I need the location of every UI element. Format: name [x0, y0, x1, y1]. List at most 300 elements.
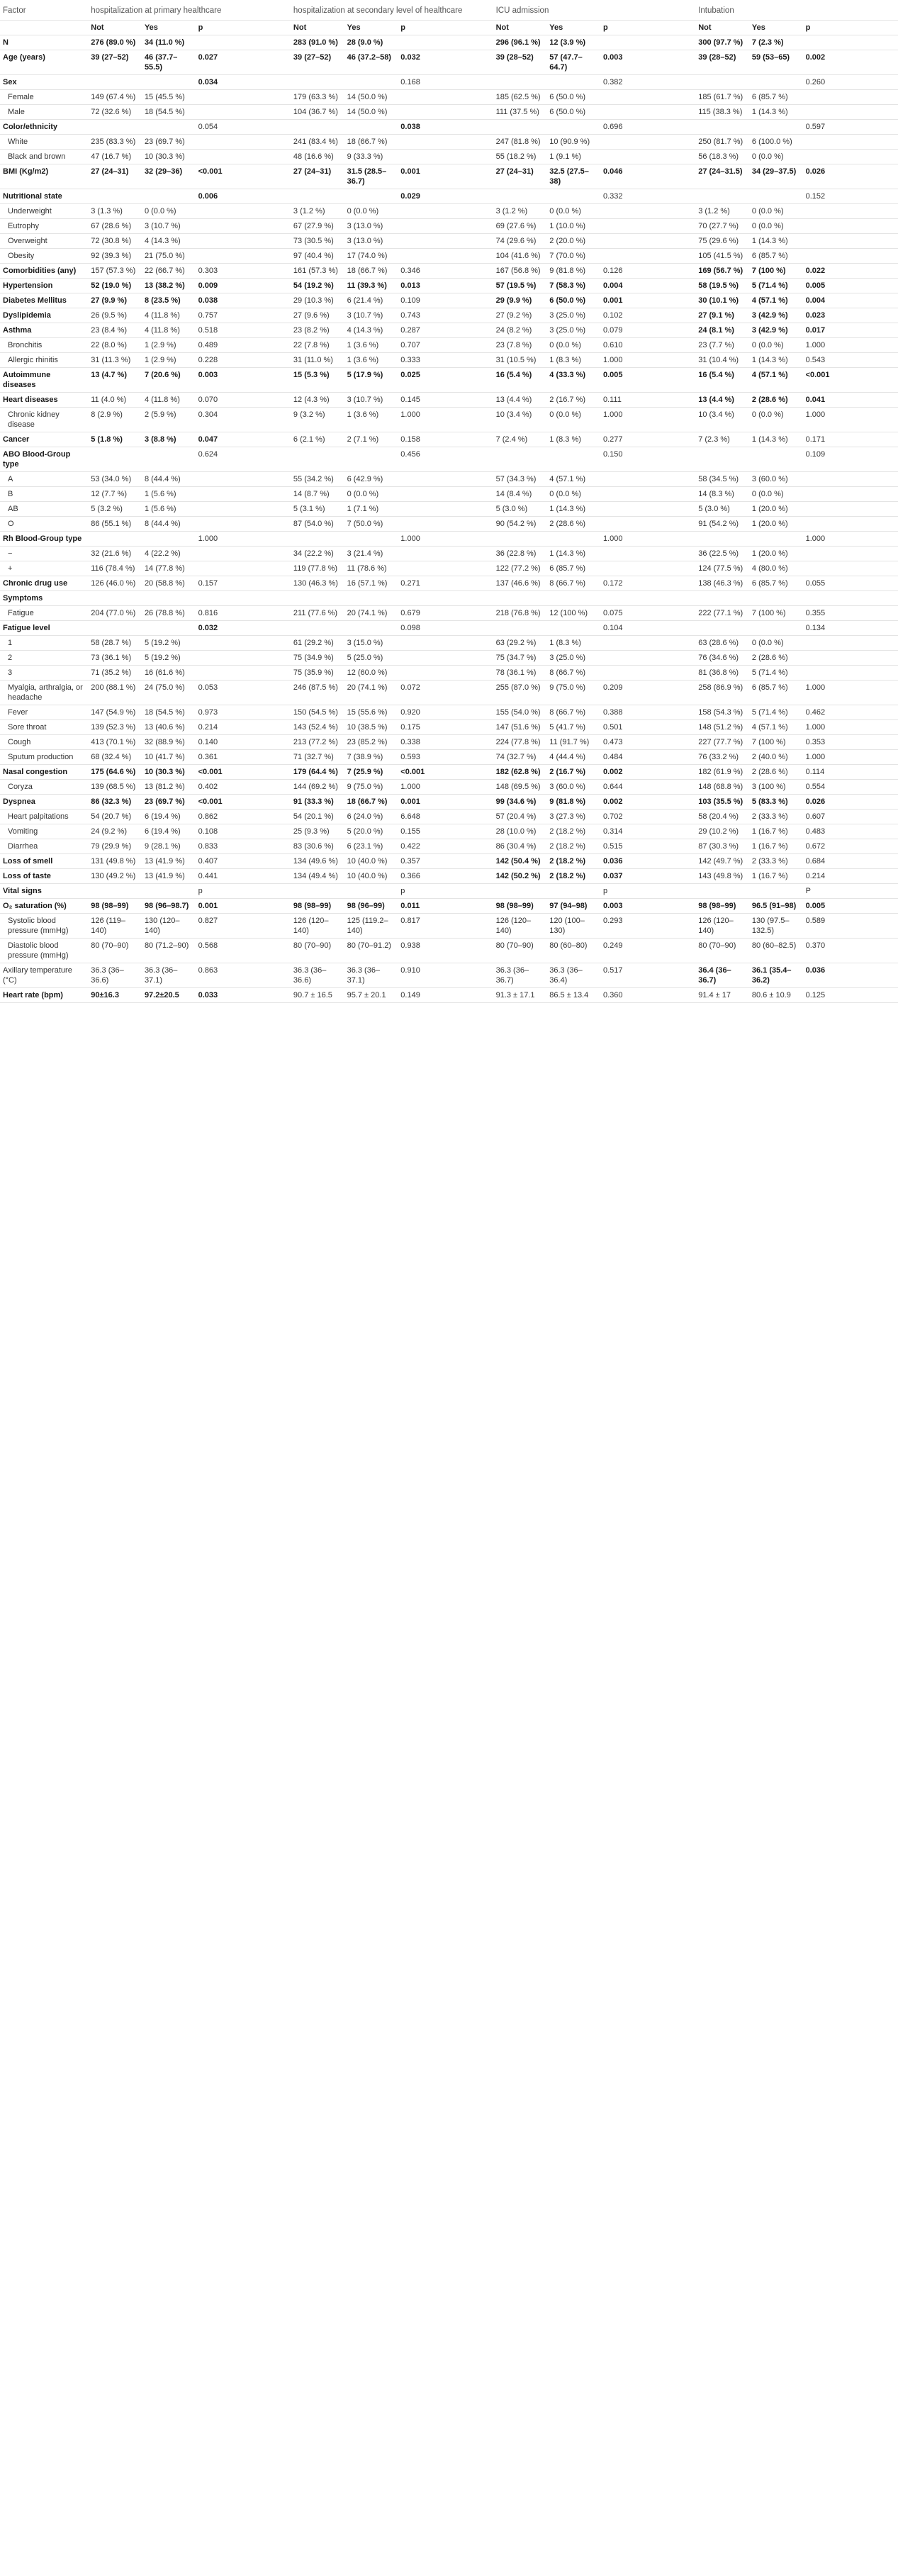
table-cell: 0.027: [198, 53, 218, 62]
table-cell: 0.910: [400, 966, 420, 975]
table-cell: [493, 884, 547, 899]
table-row: [0, 988, 898, 1003]
table-cell: 0.684: [805, 857, 826, 866]
table-cell: 32 (88.9 %): [144, 738, 185, 746]
table-cell: 150 (54.5 %): [293, 708, 338, 717]
table-cell: [142, 189, 196, 204]
table-cell: 80 (60–82.5): [751, 941, 797, 950]
table-cell: [344, 189, 398, 204]
table-row: [0, 338, 898, 353]
table-cell: 36.4 (36–36.7): [698, 966, 731, 985]
table-cell: 0.075: [602, 609, 623, 617]
table-cell: 31 (11.3 %): [91, 356, 131, 364]
table-cell: 126 (120–140): [698, 917, 734, 935]
table-cell: 61 (29.2 %): [293, 639, 334, 647]
table-cell: [196, 487, 291, 502]
row-label: Cancer: [3, 435, 30, 444]
subheader-cell: Not: [698, 23, 712, 32]
table-cell: 23 (8.2 %): [293, 326, 330, 335]
table-cell: 80 (70–90): [293, 941, 332, 950]
table-cell: 246 (87.5 %): [293, 683, 338, 692]
table-cell: 92 (39.3 %): [91, 252, 132, 260]
table-cell: 34 (22.2 %): [293, 549, 334, 558]
table-cell: 0.036: [805, 966, 826, 975]
table-cell: 5 (83.3 %): [751, 797, 788, 806]
table-cell: 11 (4.0 %): [91, 396, 127, 404]
table-cell: 28 (10.0 %): [495, 827, 537, 836]
table-cell: 3 (25.0 %): [549, 311, 586, 320]
table-cell: 11 (39.3 %): [347, 281, 387, 290]
table-cell: [196, 90, 291, 105]
table-cell: 10 (30.3 %): [144, 152, 185, 161]
subheader-cell: Not: [293, 23, 307, 32]
table-cell: 116 (78.4 %): [91, 564, 135, 573]
table-cell: 6 (19.4 %): [144, 827, 181, 836]
table-cell: 3 (60.0 %): [549, 783, 586, 791]
table-cell: 26 (9.5 %): [91, 311, 127, 320]
table-cell: [749, 189, 803, 204]
table-cell: 56 (18.3 %): [698, 152, 739, 161]
table-cell: 137 (46.6 %): [495, 579, 541, 588]
table-cell: 222 (77.1 %): [698, 609, 743, 617]
subheader-cell: p: [400, 23, 406, 32]
row-label: Autoimmune diseases: [3, 371, 51, 389]
table-cell: 0.287: [400, 326, 420, 335]
table-cell: 0.155: [400, 827, 420, 836]
table-row: [0, 765, 898, 780]
table-cell: 0.973: [198, 708, 218, 717]
table-cell: 5 (71.4 %): [751, 668, 788, 677]
table-cell: [398, 35, 493, 50]
table-row: [0, 963, 898, 988]
table-cell: 99 (34.6 %): [495, 797, 537, 806]
table-cell: [344, 120, 398, 135]
table-cell: 79 (29.9 %): [91, 842, 132, 851]
subheader-cell: Yes: [347, 23, 361, 32]
table-cell: 2 (33.3 %): [751, 857, 788, 866]
table-row: [0, 502, 898, 517]
row-label: AB: [8, 505, 18, 513]
table-cell: 0.568: [198, 941, 218, 950]
table-cell: 134 (49.4 %): [293, 872, 338, 880]
table-cell: 0 (0.0 %): [549, 207, 581, 215]
row-label: ABO Blood-Group type: [3, 450, 71, 469]
table-cell: 23 (85.2 %): [347, 738, 388, 746]
table-cell: [344, 621, 398, 636]
table-cell: 57 (47.7–64.7): [549, 53, 583, 72]
table-cell: [695, 120, 749, 135]
table-cell: 0.644: [602, 783, 623, 791]
table-cell: <0.001: [805, 371, 830, 379]
table-cell: 24 (8.1 %): [698, 326, 734, 335]
table-cell: 54 (20.7 %): [91, 812, 132, 821]
table-cell: 241 (83.4 %): [293, 138, 338, 146]
table-cell: 76 (34.6 %): [698, 654, 739, 662]
table-cell: 0.249: [602, 941, 623, 950]
table-cell: [803, 150, 898, 164]
table-cell: 1.000: [805, 341, 826, 349]
table-cell: 0.032: [198, 624, 218, 632]
table-cell: 0.003: [198, 371, 218, 379]
table-cell: 1.000: [400, 410, 420, 419]
table-cell: 7 (2.3 %): [751, 38, 784, 47]
table-cell: 126 (120–140): [293, 917, 329, 935]
table-cell: [600, 234, 695, 249]
table-cell: [398, 487, 493, 502]
table-cell: [493, 621, 547, 636]
table-cell: 9 (75.0 %): [549, 683, 586, 692]
table-cell: 0 (0.0 %): [751, 410, 784, 419]
table-cell: [546, 447, 600, 472]
table-cell: 224 (77.8 %): [495, 738, 541, 746]
table-cell: 0.145: [400, 396, 420, 404]
table-cell: 1 (3.6 %): [347, 356, 379, 364]
table-row: [0, 839, 898, 854]
row-label: Female: [8, 93, 34, 101]
table-cell: 8 (44.4 %): [144, 475, 181, 483]
table-cell: 54 (20.1 %): [293, 812, 334, 821]
table-cell: 0.303: [198, 267, 218, 275]
table-cell: 10 (3.4 %): [495, 410, 532, 419]
table-cell: 2 (28.6 %): [751, 768, 788, 776]
table-cell: 71 (32.7 %): [293, 753, 334, 761]
table-row: [0, 353, 898, 368]
table-cell: 13 (4.4 %): [698, 396, 734, 404]
table-cell: 0.672: [805, 842, 826, 851]
row-label: Fever: [8, 708, 28, 717]
table-cell: 0 (0.0 %): [347, 207, 379, 215]
table-cell: 2 (5.9 %): [144, 410, 176, 419]
table-cell: 4 (14.3 %): [347, 326, 383, 335]
table-cell: 0 (0.0 %): [347, 490, 379, 498]
subheader-cell: Not: [495, 23, 509, 32]
table-cell: 0.149: [400, 991, 420, 999]
table-cell: 296 (96.1 %): [495, 38, 541, 47]
table-cell: 0.047: [198, 435, 218, 444]
table-cell: 59 (53–65): [751, 53, 790, 62]
table-cell: 3 (10.7 %): [144, 222, 181, 230]
table-cell: 97 (94–98): [549, 902, 588, 910]
table-cell: 3 (13.0 %): [347, 237, 383, 245]
table-row: [0, 120, 898, 135]
table-cell: 74 (29.6 %): [495, 237, 537, 245]
table-cell: 13 (81.2 %): [144, 783, 185, 791]
table-cell: 5 (17.9 %): [347, 371, 383, 379]
row-label: Symptoms: [3, 594, 43, 603]
table-cell: 6 (85.7 %): [751, 579, 788, 588]
table-cell: [142, 621, 196, 636]
table-cell: 200 (88.1 %): [91, 683, 136, 692]
table-cell: 10 (3.4 %): [698, 410, 734, 419]
table-cell: 0.125: [805, 991, 826, 999]
table-cell: [398, 547, 493, 561]
table-cell: 0.011: [400, 902, 420, 910]
table-cell: 0.038: [198, 296, 218, 305]
table-cell: 0.388: [602, 708, 623, 717]
table-cell: 0 (0.0 %): [751, 207, 784, 215]
table-cell: [546, 884, 600, 899]
table-cell: 18 (54.5 %): [144, 108, 185, 116]
table-cell: 0.070: [198, 396, 218, 404]
subheader-row: [0, 21, 898, 35]
row-label: A: [8, 475, 13, 483]
table-cell: [493, 75, 547, 90]
table-cell: 83 (30.6 %): [293, 842, 334, 851]
table-cell: 1.000: [805, 723, 826, 732]
table-cell: [398, 90, 493, 105]
table-cell: 0.079: [602, 326, 623, 335]
table-cell: [493, 189, 547, 204]
table-cell: [600, 502, 695, 517]
table-cell: [196, 517, 291, 532]
group-primary-healthcare: hospitalization at primary healthcare: [91, 6, 222, 15]
table-cell: 0.833: [198, 842, 218, 851]
table-cell: 6 (2.1 %): [293, 435, 325, 444]
table-cell: [803, 234, 898, 249]
table-cell: 105 (41.5 %): [698, 252, 743, 260]
table-cell: 11 (78.6 %): [347, 564, 387, 573]
row-label: Coryza: [8, 783, 33, 791]
table-cell: 0.597: [805, 123, 826, 131]
row-label: Heart diseases: [3, 396, 58, 404]
table-cell: 258 (86.9 %): [698, 683, 743, 692]
table-cell: 0.293: [602, 917, 623, 925]
table-cell: 87 (54.0 %): [293, 520, 334, 528]
table-cell: 250 (81.7 %): [698, 138, 743, 146]
table-cell: [749, 591, 803, 606]
table-cell: 0.501: [602, 723, 623, 732]
table-cell: [600, 105, 695, 120]
table-cell: 0.046: [602, 167, 623, 176]
table-cell: 122 (77.2 %): [495, 564, 541, 573]
table-cell: 158 (54.3 %): [698, 708, 743, 717]
table-cell: [344, 884, 398, 899]
table-cell: [398, 249, 493, 264]
table-row: [0, 914, 898, 939]
table-cell: 0.032: [400, 53, 420, 62]
table-cell: 7 (100 %): [751, 267, 786, 275]
table-row: [0, 532, 898, 547]
table-cell: [749, 447, 803, 472]
row-label: Systolic blood pressure (mmHg): [8, 917, 69, 935]
table-cell: 0.171: [805, 435, 826, 444]
table-row: [0, 323, 898, 338]
table-cell: [88, 75, 142, 90]
table-cell: 0.037: [602, 872, 623, 880]
table-cell: 4 (11.8 %): [144, 396, 180, 404]
table-cell: 12 (60.0 %): [347, 668, 388, 677]
table-cell: 111 (37.5 %): [495, 108, 539, 116]
table-cell: [600, 651, 695, 666]
table-cell: 55 (18.2 %): [495, 152, 537, 161]
table-cell: 0.109: [805, 450, 826, 459]
table-cell: 18 (66.7 %): [347, 138, 388, 146]
row-label: Bronchitis: [8, 341, 43, 349]
table-cell: [142, 120, 196, 135]
table-cell: 0.152: [805, 192, 826, 201]
table-cell: 1 (14.3 %): [549, 549, 586, 558]
factor-header: Factor: [3, 6, 26, 15]
table-cell: 14 (8.7 %): [293, 490, 330, 498]
table-cell: 0.041: [805, 396, 826, 404]
table-cell: [398, 651, 493, 666]
table-cell: p: [400, 887, 405, 895]
table-cell: 34 (29–37.5): [751, 167, 797, 176]
table-cell: 2 (28.6 %): [751, 396, 788, 404]
table-cell: 147 (54.9 %): [91, 708, 136, 717]
table-cell: 98 (98–99): [698, 902, 736, 910]
table-cell: 0.271: [400, 579, 420, 588]
table-cell: 148 (69.5 %): [495, 783, 541, 791]
table-row: [0, 591, 898, 606]
table-cell: [398, 561, 493, 576]
table-cell: 130 (97.5–132.5): [751, 917, 790, 935]
table-cell: 0.157: [198, 579, 218, 588]
table-cell: 34 (11.0 %): [144, 38, 185, 47]
table-cell: 413 (70.1 %): [91, 738, 136, 746]
table-cell: 0.001: [400, 797, 420, 806]
table-cell: 5 (3.1 %): [293, 505, 325, 513]
table-cell: 4 (22.2 %): [144, 549, 181, 558]
table-cell: 139 (68.5 %): [91, 783, 136, 791]
table-cell: 4 (57.1 %): [751, 296, 788, 305]
table-cell: 80 (70–90): [91, 941, 129, 950]
table-cell: 0 (0.0 %): [751, 222, 784, 230]
table-cell: 23 (69.7 %): [144, 138, 185, 146]
table-cell: 0.484: [602, 753, 623, 761]
subheader-cell: Yes: [144, 23, 158, 32]
table-cell: 98 (98–99): [91, 902, 129, 910]
table-cell: 3 (8.8 %): [144, 435, 176, 444]
table-cell: 148 (51.2 %): [698, 723, 743, 732]
table-cell: 0.172: [602, 579, 623, 588]
table-cell: 3 (27.3 %): [549, 812, 586, 821]
table-cell: 32.5 (27.5–38): [549, 167, 589, 186]
table-cell: 0.013: [400, 281, 420, 290]
table-cell: 3 (60.0 %): [751, 475, 788, 483]
table-cell: 75 (29.6 %): [698, 237, 739, 245]
table-cell: 18 (66.7 %): [347, 267, 388, 275]
table-cell: 22 (66.7 %): [144, 267, 185, 275]
table-cell: 5 (25.0 %): [347, 654, 383, 662]
table-cell: 142 (50.2 %): [495, 872, 541, 880]
table-cell: [398, 517, 493, 532]
table-cell: 1 (3.6 %): [347, 410, 379, 419]
table-cell: 3 (10.7 %): [347, 311, 383, 320]
table-cell: [291, 532, 344, 547]
table-cell: 4 (80.0 %): [751, 564, 788, 573]
table-cell: 12 (7.7 %): [91, 490, 127, 498]
table-cell: [749, 621, 803, 636]
table-row: [0, 606, 898, 621]
row-label: Chronic kidney disease: [8, 410, 60, 429]
row-label: Rh Blood-Group type: [3, 534, 82, 543]
table-cell: [695, 884, 749, 899]
table-cell: 0.025: [400, 371, 420, 379]
table-cell: 147 (51.6 %): [495, 723, 541, 732]
table-cell: 4 (57.1 %): [751, 723, 788, 732]
subheader-cell: Yes: [549, 23, 563, 32]
table-cell: 90 (54.2 %): [495, 520, 537, 528]
row-label: Overweight: [8, 237, 47, 245]
table-cell: 12 (3.9 %): [549, 38, 586, 47]
table-cell: 0.827: [198, 917, 218, 925]
table-cell: [803, 219, 898, 234]
table-cell: 55 (34.2 %): [293, 475, 334, 483]
table-cell: 125 (119.2–140): [347, 917, 388, 935]
table-cell: [803, 204, 898, 219]
table-cell: [546, 621, 600, 636]
table-cell: [398, 150, 493, 164]
table-row: [0, 75, 898, 90]
table-cell: 300 (97.7 %): [698, 38, 743, 47]
table-cell: 276 (89.0 %): [91, 38, 136, 47]
table-cell: [546, 75, 600, 90]
table-cell: 0.029: [400, 192, 420, 201]
table-cell: 53 (34.0 %): [91, 475, 132, 483]
table-cell: 6 (24.0 %): [347, 812, 383, 821]
table-cell: 0.053: [198, 683, 218, 692]
table-cell: 0.209: [602, 683, 623, 692]
table-cell: 142 (50.4 %): [495, 857, 541, 866]
table-cell: 63 (29.2 %): [495, 639, 537, 647]
table-cell: 27 (24–31.5): [698, 167, 743, 176]
table-cell: 7 (20.6 %): [144, 371, 181, 379]
table-cell: 0.543: [805, 356, 826, 364]
table-cell: 255 (87.0 %): [495, 683, 541, 692]
row-label: Loss of taste: [3, 872, 51, 880]
table-cell: 96.5 (91–98): [751, 902, 797, 910]
table-cell: 0.002: [602, 768, 623, 776]
table-cell: 1 (5.6 %): [144, 505, 176, 513]
table-cell: 2 (7.1 %): [347, 435, 379, 444]
table-cell: 182 (61.9 %): [698, 768, 743, 776]
table-cell: 0.314: [602, 827, 623, 836]
table-cell: [88, 189, 142, 204]
table-cell: 63 (28.6 %): [698, 639, 739, 647]
table-cell: 5 (3.0 %): [698, 505, 730, 513]
table-cell: 20 (74.1 %): [347, 609, 388, 617]
table-cell: 20 (74.1 %): [347, 683, 388, 692]
table-cell: 126 (46.0 %): [91, 579, 136, 588]
table-cell: 5 (41.7 %): [549, 723, 586, 732]
row-label: 1: [8, 639, 13, 647]
row-label: Heart rate (bpm): [3, 991, 63, 999]
table-cell: 0.589: [805, 917, 826, 925]
table-cell: 0.355: [805, 609, 826, 617]
table-cell: 0.593: [400, 753, 420, 761]
table-cell: 5 (71.4 %): [751, 708, 788, 717]
table-cell: 104 (41.6 %): [495, 252, 541, 260]
table-cell: 3 (10.7 %): [347, 396, 383, 404]
table-cell: 54 (19.2 %): [293, 281, 334, 290]
table-cell: 0.017: [805, 326, 826, 335]
table-cell: 119 (77.8 %): [293, 564, 338, 573]
table-cell: 175 (64.6 %): [91, 768, 136, 776]
table-cell: 74 (32.7 %): [495, 753, 537, 761]
table-cell: 15 (5.3 %): [293, 371, 330, 379]
table-cell: [546, 591, 600, 606]
table-cell: [749, 75, 803, 90]
table-cell: 0.036: [602, 857, 623, 866]
table-cell: 3 (100 %): [751, 783, 786, 791]
table-cell: 0.104: [602, 624, 623, 632]
table-cell: 20 (58.8 %): [144, 579, 185, 588]
table-cell: 3 (15.0 %): [347, 639, 383, 647]
table-cell: 80 (70–90): [698, 941, 736, 950]
table-cell: [142, 591, 196, 606]
table-cell: 218 (76.8 %): [495, 609, 541, 617]
